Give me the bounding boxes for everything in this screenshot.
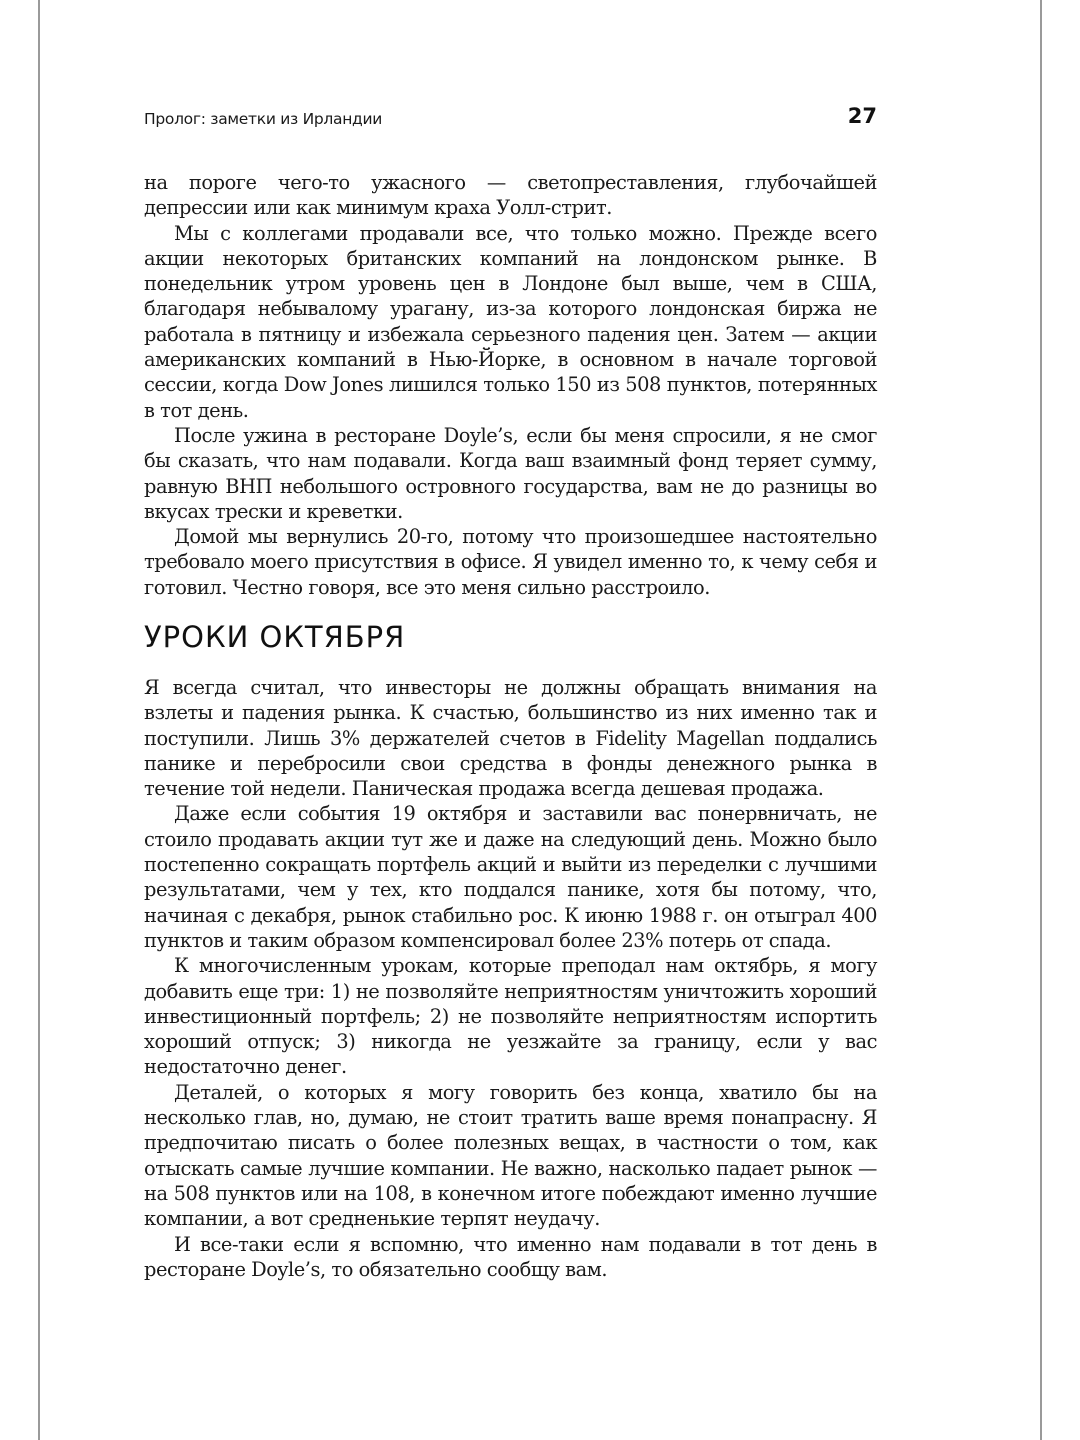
paragraph: Домой мы вернулись 20-го, потому что произошедшее настоятельно требовало моего присутствия в офисе. Я увидел именно то, к чему себя и готовил. Честно говоря, все это меня сильно расстроило.	[144, 525, 877, 599]
paragraph: Деталей, о которых я могу говорить без конца, хватило бы на несколько глав, но, думаю, не стоит тратить ваше время понапрасну. Я предпочитаю писать о более полезных вещах, в частности о том, как отыскать самые лучшие компании. Не важно, насколько падает рынок — на 508 пунктов или на 108, в конечном итоге побеждают именно лучшие компании, а вот средненькие терпят неудачу.	[144, 1080, 877, 1231]
section-heading: УРОКИ ОКТЯБРЯ	[144, 620, 406, 654]
running-header	[144, 104, 877, 136]
running-title: Пролог: заметки из Ирландии	[144, 110, 383, 128]
section-one-text	[144, 170, 877, 600]
page-edge-right	[1040, 0, 1042, 1440]
paragraph: Даже если события 19 октября и заставили вас понервничать, не стоило продавать акции тут же и даже на следующий день. Можно было постепенно сокращать портфель акций и выйти из переделки с лучшими результатами, чем у тех, кто поддался панике, хотя бы потому, что, начиная с декабря, рынок стабильно рос. К июню 1988 г. он отыграл 400 пунктов и таким образом компенсировал более 23% потерь от спада.	[144, 802, 877, 952]
paragraph: И все-таки если я вспомню, что именно нам подавали в тот день в ресторане Doyle’s, то обязательно сообщу вам.	[144, 1232, 877, 1281]
paragraph: После ужина в ресторане Doyle’s, если бы меня спросили, я не смог бы сказать, что нам подавали. Когда ваш взаимный фонд теряет сумму, равную ВНП небольшого островного государства, вам не до разницы во вкусах трески и креветки.	[144, 423, 877, 523]
section-two-text	[144, 675, 877, 1282]
page-number: 27	[847, 104, 877, 128]
paragraph: на пороге чего-то ужасного — светопреставления, глубочайшей депрессии или как минимум краха Уолл-стрит.	[144, 171, 877, 220]
paragraph: Мы с коллегами продавали все, что только можно. Прежде всего акции некоторых британских компаний на лондонском рынке. В понедельник утром уровень цен в Лондоне был выше, чем в США, благодаря небывалому урагану, из-за которого лондонская биржа не работала в пятницу и избежала серьезного падения цен. Затем — акции американских компаний в Нью-Йорке, в основном в начале торговой сессии, когда Dow Jones лишился только 150 из 508 пунктов, потерянных в тот день.	[144, 221, 877, 422]
paragraph: Я всегда считал, что инвесторы не должны обращать внимания на взлеты и падения рынка. К счастью, большинство из них именно так и поступили. Лишь 3% держателей счетов в Fidelity Magellan поддались панике и перебросили свои средства в фонды денежного рынка в течение той недели. Паническая продажа всегда дешевая продажа.	[144, 676, 877, 801]
paragraph: К многочисленным урокам, которые преподал нам октябрь, я могу добавить еще три: 1) не позволяйте неприятностям уничтожить хороший инвестиционный портфель; 2) не позволяйте неприятностям испортить хороший отпуск; 3) никогда не уезжайте за границу, если у вас недостаточно денег.	[144, 954, 877, 1079]
page-edge-left	[38, 0, 40, 1440]
